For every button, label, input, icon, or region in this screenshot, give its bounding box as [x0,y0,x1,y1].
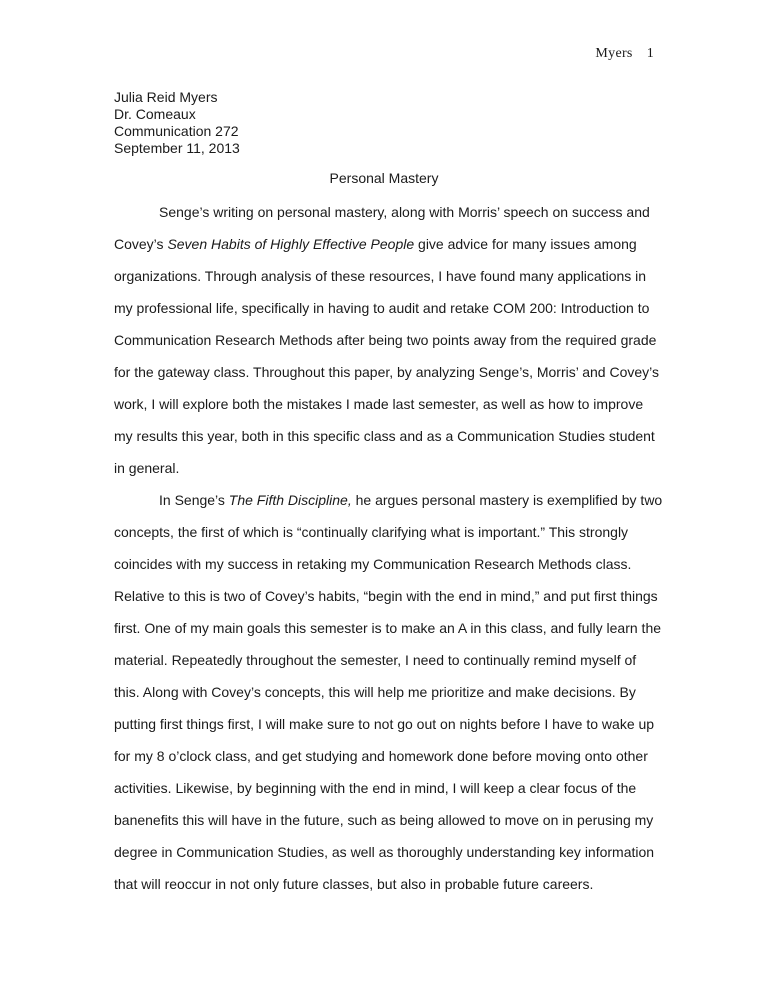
body-line: Relative to this is two of Covey’s habits, “begin with the end in mind,” and put first things [114,588,658,604]
text-run: he argues personal mastery is exemplified by two [351,492,663,508]
mla-heading [114,89,240,157]
course-name: Communication 272 [114,123,239,139]
body-line: degree in Communication Studies, as well as thoroughly understanding key information [114,844,655,860]
page-number: 1 [646,46,654,61]
body-line: my professional life, specifically in having to audit and retake COM 200: Introduction to [114,300,650,316]
body-line: this. Along with Covey’s concepts, this will help me prioritize and make decisions. By [114,684,636,700]
document-date: September 11, 2013 [114,140,240,156]
book-title: Seven Habits of Highly Effective People [167,236,415,252]
header-surname: Myers [595,46,633,61]
author-name: Julia Reid Myers [114,89,218,105]
body-line: concepts, the first of which is “continually clarifying what is important.” This strongly [114,524,629,540]
body-line: activities. Likewise, by beginning with the end in mind, I will keep a clear focus of the [114,780,637,796]
body-line: banenefits this will have in the future, such as being allowed to move on in perusing my [114,812,654,828]
body-line: for the gateway class. Throughout this paper, by analyzing Senge’s, Morris’ and Covey’s [114,364,660,380]
body-line: Senge’s writing on personal mastery, along with Morris’ speech on success and [159,204,650,220]
document-title: Personal Mastery [329,170,439,186]
body-line: work, I will explore both the mistakes I made last semester, as well as how to improve [114,396,644,412]
body-line: first. One of my main goals this semester is to make an A in this class, and fully learn the [114,620,662,636]
body-line: that will reoccur in not only future classes, but also in probable future careers. [114,876,594,892]
body-line: my results this year, both in this specific class and as a Communication Studies student [114,428,655,444]
body-line: organizations. Through analysis of these resources, I have found many applications in [114,268,647,284]
body-line: putting first things first, I will make sure to not go out on nights before I have to wake up [114,716,655,732]
body-line: in general. [114,460,180,476]
text-run: give advice for many issues among [414,236,637,252]
body-line: coincides with my success in retaking my Communication Research Methods class. [114,556,632,572]
running-header [595,46,654,62]
body-line: Communication Research Methods after being two points away from the required grade [114,332,657,348]
body-line: material. Repeatedly throughout the semester, I need to continually remind myself of [114,652,637,668]
book-title: The Fifth Discipline, [228,492,352,508]
body-line [159,492,662,509]
body-line [114,236,637,253]
text-run: In Senge’s [159,492,229,508]
text-run: Covey’s [114,236,168,252]
body-line: for my 8 o’clock class, and get studying and homework done before moving onto other [114,748,648,764]
instructor-name: Dr. Comeaux [114,106,196,122]
